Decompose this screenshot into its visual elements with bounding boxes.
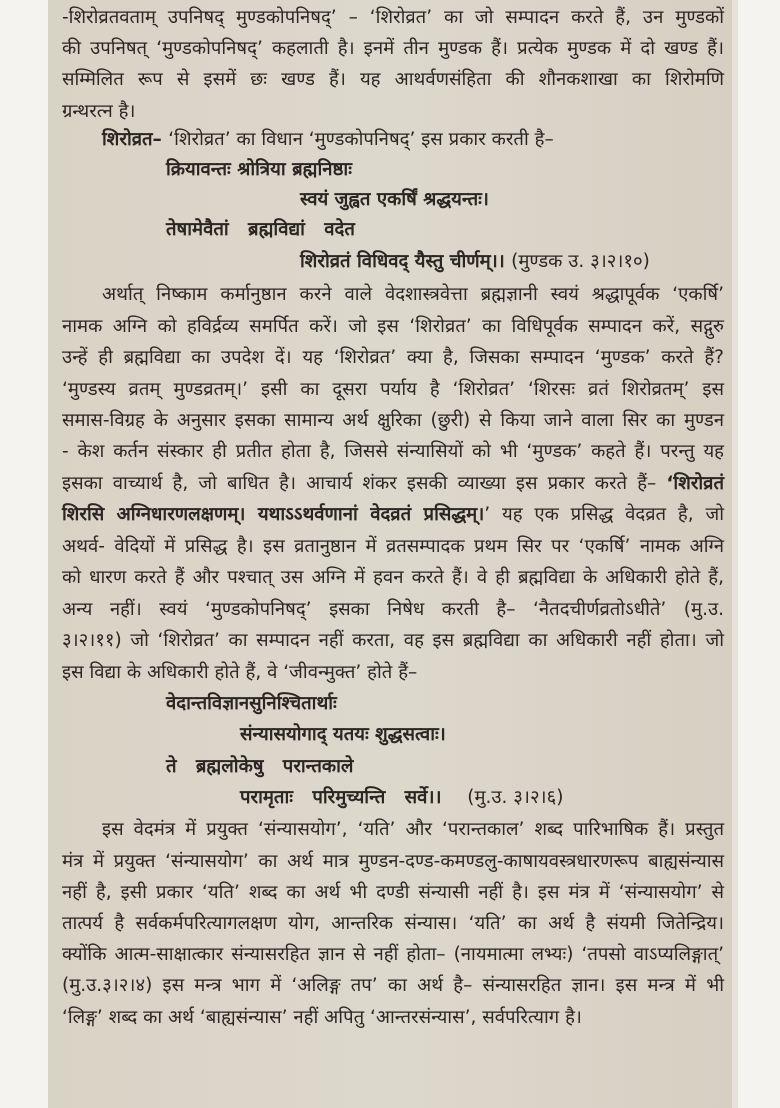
text-segment: ‘लिङ्ग’ शब्द का अर्थ ‘बाह्यसंन्यास’ नहीं अपितु ‘आन्तरसंन्यास’, सर्वपरित्याग है।	[62, 1007, 582, 1028]
verse-line	[300, 188, 489, 212]
text-segment: - केश कर्तन संस्कार ही प्रतीत होता है, जिससे संन्यासियों को भी ‘मुण्डक’ कहते हैं। परन्तु यह	[62, 441, 724, 462]
text-line	[62, 440, 724, 464]
verse-line	[166, 692, 337, 716]
text-segment: अथर्व- वेदियों में प्रसिद्ध है। इस व्रतानुष्ठान में व्रतसम्पादक प्रथम सिर पर ‘एकर्षि’ नामक अग्नि	[62, 536, 724, 557]
text-segment: परामृताः परिमुच्यन्ति सर्वे।।	[240, 787, 468, 808]
text-line	[62, 566, 724, 590]
text-segment: वेदान्तविज्ञानसुनिश्चितार्थाः	[166, 693, 337, 714]
text-line	[62, 37, 724, 61]
text-line	[62, 378, 724, 402]
citation: (मुण्डक उ. ३।२।१०)	[511, 251, 650, 272]
text-segment: ते ब्रह्मलोकेषु परान्तकाले	[166, 756, 354, 777]
text-line	[62, 283, 724, 307]
verse-line	[300, 250, 650, 274]
text-segment: संन्यासयोगाद् यतयः शुद्धसत्वाः।	[240, 724, 446, 745]
text-segment: की उपनिषत् ‘मुण्डकोपनिषद्’ कहलाती है। इनमें तीन मुण्डक हैं। प्रत्येक मुण्डक में दो खण्ड हैं।	[62, 38, 724, 59]
verse-line	[240, 723, 446, 747]
text-segment: (मु.उ.३।२।४) इस मन्त्र भाग में ‘अलिङ्ग तप’ का अर्थ है– संन्यासरहित ज्ञान। इस मन्त्र में भी	[62, 975, 724, 996]
text-segment: सम्मिलित रूप से इसमें छः खण्ड हैं। यह आथर्वणसंहिता की शौनकशाखा का शिरोमणि	[62, 69, 724, 90]
text-segment: तात्पर्य है सर्वकर्मपरित्यागलक्षण योग, आन्तरिक संन्यास। ‘यति’ का अर्थ है संयमी जितेन्द्रिय।	[62, 913, 724, 934]
text-segment: नहीं है, इसी प्रकार ‘यति’ शब्द का अर्थ भी दण्डी संन्यासी नहीं है। इस मंत्र में ‘संन्यासयोग’ से	[62, 882, 724, 903]
text-segment: ‘शिरोव्रत’ का विधान ‘मुण्डकोपनिषद्’ इस प्रकार करती है–	[168, 129, 554, 150]
text-segment: समास-विग्रह के अनुसार इसका सामान्य अर्थ क्षुरिका (छुरी) से किया जाने वाला सिर का मुण्डन	[62, 410, 724, 431]
text-line	[62, 974, 724, 998]
text-line	[62, 68, 724, 92]
scanned-page	[48, 0, 738, 1108]
text-segment: तेषामेवैतां ब्रह्मविद्यां वदेत	[166, 219, 355, 240]
text-segment: अर्थात् निष्काम कर्मानुष्ठान करने वाले वेदशास्त्रवेत्ता ब्रह्मज्ञानी स्वयं श्रद्धापूर्वक ‘एकर्षि’	[102, 284, 724, 305]
text-line	[62, 535, 724, 559]
bold-text: शिरसि अग्निधारणलक्षणम्। यथाऽऽथर्वणानां वेदव्रतं प्रसिद्धम्।	[62, 504, 485, 525]
text-segment: -शिरोव्रतवताम् उपनिषद् मुण्डकोपनिषद्’ – ‘शिरोव्रत’ का जो सम्पादन करते हैं, उन मुण्डकों	[62, 7, 724, 28]
verse-line	[166, 158, 352, 182]
text-line	[62, 598, 724, 622]
text-segment: अन्य नहीं। स्वयं ‘मुण्डकोपनिषद्’ इसका निषेध करती है– ‘नैतदचीर्णव्रतोऽधीते’ (मु.उ.	[62, 599, 724, 620]
text-line	[62, 1006, 724, 1030]
text-line	[62, 629, 724, 653]
text-segment: ’ यह एक प्रसिद्ध वेदव्रत है, जो	[484, 504, 724, 525]
text-segment: स्वयं जुह्वत एकर्षिं श्रद्धयन्तः।	[300, 189, 489, 210]
text-line	[62, 128, 724, 152]
verse-line	[240, 786, 563, 810]
bold-text: शिरोव्रत–	[102, 129, 169, 150]
text-line	[62, 943, 724, 967]
bold-text: ‘शिरोव्रतं	[666, 473, 724, 494]
text-segment: क्रियावन्तः श्रोत्रिया ब्रह्मनिष्ठाः	[166, 159, 352, 180]
text-line	[62, 818, 724, 842]
text-segment: मंत्र में प्रयुक्त ‘संन्यासयोग’ का अर्थ मात्र मुण्डन-दण्ड-कमण्डलु-काषायवस्त्रधारणरूप बाह्यसंन्यास	[62, 851, 724, 872]
text-line	[62, 912, 724, 936]
text-segment: ३।२।११) जो ‘शिरोव्रत’ का सम्पादन नहीं करता, वह इस ब्रह्मविद्या का अधिकारी नहीं होता। जो	[62, 630, 724, 651]
text-segment: इस विद्या के अधिकारी होते हैं, वे ‘जीवन्मुक्त’ होते हैं–	[62, 662, 418, 683]
text-segment: उन्हें ही ब्रह्मविद्या का उपदेश दें। यह ‘शिरोव्रत’ क्या है, जिसका सम्पादन ‘मुण्डक’ करते हैं?	[62, 347, 724, 368]
verse-line	[166, 218, 355, 242]
text-line	[62, 100, 724, 124]
text-line	[62, 881, 724, 905]
text-line	[62, 850, 724, 874]
text-line	[62, 6, 724, 30]
text-segment: को धारण करते हैं और पश्चात् उस अग्नि में हवन करते हैं। वे ही ब्रह्मविद्या के अधिकारी होते हैं,	[62, 567, 724, 588]
text-segment: ग्रन्थरत्न है।	[62, 101, 136, 122]
text-segment: ‘मुण्डस्य व्रतम् मुण्डव्रतम्।’ इसी का दूसरा पर्याय है ‘शिरोव्रत’ ‘शिरसः व्रतं शिरोव्रतम्’ इस	[62, 379, 724, 400]
text-line	[62, 503, 724, 527]
text-segment: क्योंकि आत्म-साक्षात्कार संन्यासरहित ज्ञान से नहीं होता– (नायमात्मा लभ्यः) ‘तपसो वाऽप्यलिङ्गात्’	[62, 944, 724, 965]
text-line	[62, 472, 724, 496]
citation: (मु.उ. ३।२।६)	[467, 787, 564, 808]
text-segment: इसका वाच्यार्थ है, जो बाधित है। आचार्य शंकर इसकी व्याख्या इस प्रकार करते हैं–	[62, 473, 667, 494]
text-segment: नामक अग्नि को हविर्द्रव्य समर्पित करें। जो इस ‘शिरोव्रत’ का विधिपूर्वक सम्पादन करें, सद्गुरु	[62, 316, 724, 337]
text-line	[62, 346, 724, 370]
text-segment: शिरोव्रतं विधिवद् यैस्तु चीर्णम्।।	[300, 251, 512, 272]
verse-line	[166, 755, 353, 779]
text-line	[62, 315, 724, 339]
text-line	[62, 661, 724, 685]
text-line	[62, 409, 724, 433]
text-segment: इस वेदमंत्र में प्रयुक्त ‘संन्यासयोग’, ‘यति’ और ‘परान्तकाल’ शब्द पारिभाषिक हैं। प्रस्तुत	[102, 819, 724, 840]
